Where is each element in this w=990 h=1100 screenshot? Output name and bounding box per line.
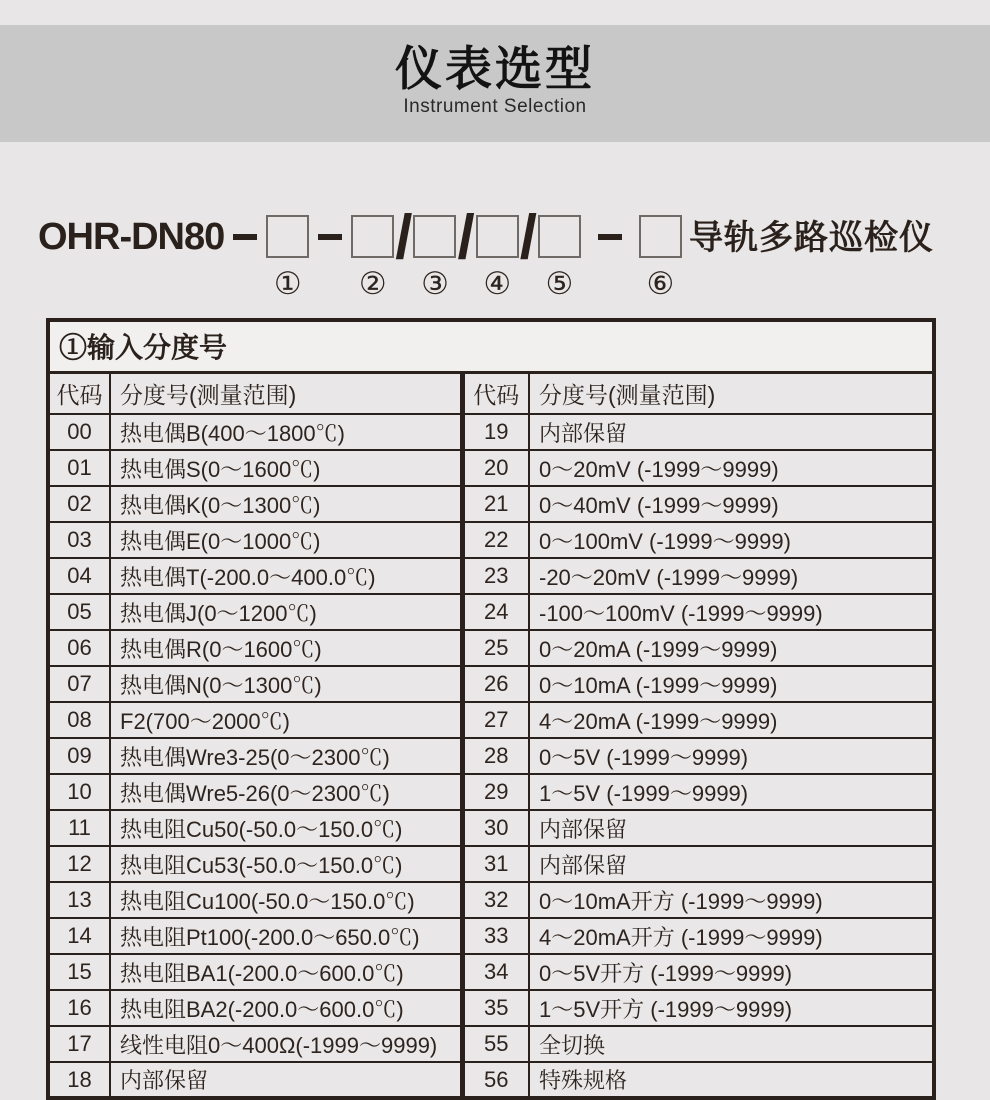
code-value: 23 — [462, 558, 529, 594]
range-value: 4～20mA (-1999～9999) — [529, 702, 934, 738]
table-row — [48, 918, 934, 954]
range-value: 内部保留 — [529, 810, 934, 846]
code-value: 12 — [48, 846, 110, 882]
table-row — [48, 486, 934, 522]
table-row — [48, 846, 934, 882]
table-row — [48, 702, 934, 738]
code-value: 19 — [462, 414, 529, 450]
column-header-code-right: 代码 — [462, 372, 529, 414]
code-value: 29 — [462, 774, 529, 810]
slash-separator: / — [395, 203, 413, 272]
table-row — [48, 990, 934, 1026]
table-row — [48, 882, 934, 918]
model-code-box-6 — [639, 215, 682, 258]
code-value: 10 — [48, 774, 110, 810]
range-value: 0～20mA (-1999～9999) — [529, 630, 934, 666]
range-value: 内部保留 — [529, 414, 934, 450]
position-number-5: ⑤ — [545, 266, 574, 301]
code-value: 20 — [462, 450, 529, 486]
range-value: 热电偶S(0～1600℃) — [110, 450, 462, 486]
range-value: 热电偶B(400～1800℃) — [110, 414, 462, 450]
code-value: 05 — [48, 594, 110, 630]
model-box-unit-4 — [476, 215, 519, 299]
page-title: 仪表选型 — [395, 42, 595, 95]
position-number-2: ② — [358, 266, 387, 301]
table-row — [48, 450, 934, 486]
range-value: 0～40mV (-1999～9999) — [529, 486, 934, 522]
model-box-unit-2 — [351, 215, 394, 299]
code-value: 07 — [48, 666, 110, 702]
code-value: 09 — [48, 738, 110, 774]
code-value: 30 — [462, 810, 529, 846]
model-boxes — [224, 203, 682, 301]
table-row — [48, 738, 934, 774]
code-value: 24 — [462, 594, 529, 630]
code-value: 08 — [48, 702, 110, 738]
code-value: 03 — [48, 522, 110, 558]
code-value: 16 — [48, 990, 110, 1026]
column-header-code-left: 代码 — [48, 372, 110, 414]
code-value: 00 — [48, 414, 110, 450]
header-band — [0, 25, 990, 142]
code-value: 56 — [462, 1062, 529, 1098]
table-row — [48, 1062, 934, 1098]
table-row — [48, 954, 934, 990]
position-number-6: ⑥ — [646, 266, 675, 301]
range-value: 热电偶E(0～1000℃) — [110, 522, 462, 558]
position-number-4: ④ — [483, 266, 512, 301]
range-value: 热电偶Wre3-25(0～2300℃) — [110, 738, 462, 774]
code-value: 33 — [462, 918, 529, 954]
range-value: 4～20mA开方 (-1999～9999) — [529, 918, 934, 954]
table-row — [48, 558, 934, 594]
code-value: 25 — [462, 630, 529, 666]
code-value: 21 — [462, 486, 529, 522]
model-prefix: OHR-DN80 — [38, 216, 225, 258]
code-table-body — [48, 414, 934, 1098]
model-code-box-2 — [351, 215, 394, 258]
position-number-3: ③ — [421, 266, 449, 301]
range-value: 1～5V开方 (-1999～9999) — [529, 990, 934, 1026]
code-value: 28 — [462, 738, 529, 774]
range-value: 热电偶J(0～1200℃) — [110, 594, 462, 630]
model-box-unit-5 — [538, 215, 581, 299]
range-value: 0～10mA (-1999～9999) — [529, 666, 934, 702]
model-code-box-3 — [413, 215, 456, 258]
code-value: 14 — [48, 918, 110, 954]
code-value: 17 — [48, 1026, 110, 1062]
table-title-row — [48, 320, 934, 372]
table-row — [48, 666, 934, 702]
model-code-box-5 — [538, 215, 581, 258]
table-row — [48, 522, 934, 558]
model-code-box-4 — [476, 215, 519, 258]
position-number-1: ① — [273, 266, 302, 301]
code-value: 22 — [462, 522, 529, 558]
table-row — [48, 630, 934, 666]
dash-separator — [598, 234, 622, 240]
range-value: 热电偶R(0～1600℃) — [110, 630, 462, 666]
range-value: 0～10mA开方 (-1999～9999) — [529, 882, 934, 918]
slash-separator: / — [519, 203, 537, 272]
range-value: 热电阻Cu53(-50.0～150.0℃) — [110, 846, 462, 882]
range-value: 热电阻Cu50(-50.0～150.0℃) — [110, 810, 462, 846]
dash-separator — [318, 234, 342, 240]
table-row — [48, 594, 934, 630]
table-title: ①输入分度号 — [48, 320, 934, 372]
range-value: 特殊规格 — [529, 1062, 934, 1098]
code-value: 04 — [48, 558, 110, 594]
range-value: 热电阻BA1(-200.0～600.0℃) — [110, 954, 462, 990]
range-value: 0～5V (-1999～9999) — [529, 738, 934, 774]
table-row — [48, 1026, 934, 1062]
range-value: 热电阻Pt100(-200.0～650.0℃) — [110, 918, 462, 954]
model-box-unit-3 — [413, 215, 456, 299]
input-code-table — [46, 318, 936, 1100]
table-header-row — [48, 372, 934, 414]
code-value: 27 — [462, 702, 529, 738]
code-value: 11 — [48, 810, 110, 846]
range-value: 0～20mV (-1999～9999) — [529, 450, 934, 486]
column-header-range-right: 分度号(测量范围) — [529, 372, 934, 414]
range-value: 内部保留 — [110, 1062, 462, 1098]
code-value: 01 — [48, 450, 110, 486]
code-value: 18 — [48, 1062, 110, 1098]
code-value: 31 — [462, 846, 529, 882]
range-value: -100～100mV (-1999～9999) — [529, 594, 934, 630]
code-value: 34 — [462, 954, 529, 990]
range-value: -20～20mV (-1999～9999) — [529, 558, 934, 594]
range-value: 线性电阻0～400Ω(-1999～9999) — [110, 1026, 462, 1062]
dash-separator — [233, 234, 257, 240]
table-row — [48, 810, 934, 846]
range-value: 热电偶Wre5-26(0～2300℃) — [110, 774, 462, 810]
code-value: 13 — [48, 882, 110, 918]
table-row — [48, 774, 934, 810]
column-header-range-left: 分度号(测量范围) — [110, 372, 462, 414]
code-value: 55 — [462, 1026, 529, 1062]
range-value: 全切换 — [529, 1026, 934, 1062]
code-value: 26 — [462, 666, 529, 702]
range-value: 0～5V开方 (-1999～9999) — [529, 954, 934, 990]
code-value: 35 — [462, 990, 529, 1026]
page-subtitle: Instrument Selection — [403, 96, 587, 118]
model-code-row — [38, 203, 934, 301]
range-value: 内部保留 — [529, 846, 934, 882]
model-code-box-1 — [266, 215, 309, 258]
range-value: 热电阻Cu100(-50.0～150.0℃) — [110, 882, 462, 918]
code-value: 32 — [462, 882, 529, 918]
slash-separator: / — [457, 203, 475, 272]
code-value: 06 — [48, 630, 110, 666]
range-value: 热电偶K(0～1300℃) — [110, 486, 462, 522]
table-row — [48, 414, 934, 450]
model-box-unit-6 — [639, 215, 682, 299]
range-value: 热电阻BA2(-200.0～600.0℃) — [110, 990, 462, 1026]
range-value: 0～100mV (-1999～9999) — [529, 522, 934, 558]
code-value: 02 — [48, 486, 110, 522]
model-box-unit-1 — [266, 215, 309, 299]
range-value: 热电偶N(0～1300℃) — [110, 666, 462, 702]
range-value: F2(700～2000℃) — [110, 702, 462, 738]
range-value: 热电偶T(-200.0～400.0℃) — [110, 558, 462, 594]
range-value: 1～5V (-1999～9999) — [529, 774, 934, 810]
model-suffix: 导轨多路巡检仪 — [688, 219, 934, 257]
code-value: 15 — [48, 954, 110, 990]
